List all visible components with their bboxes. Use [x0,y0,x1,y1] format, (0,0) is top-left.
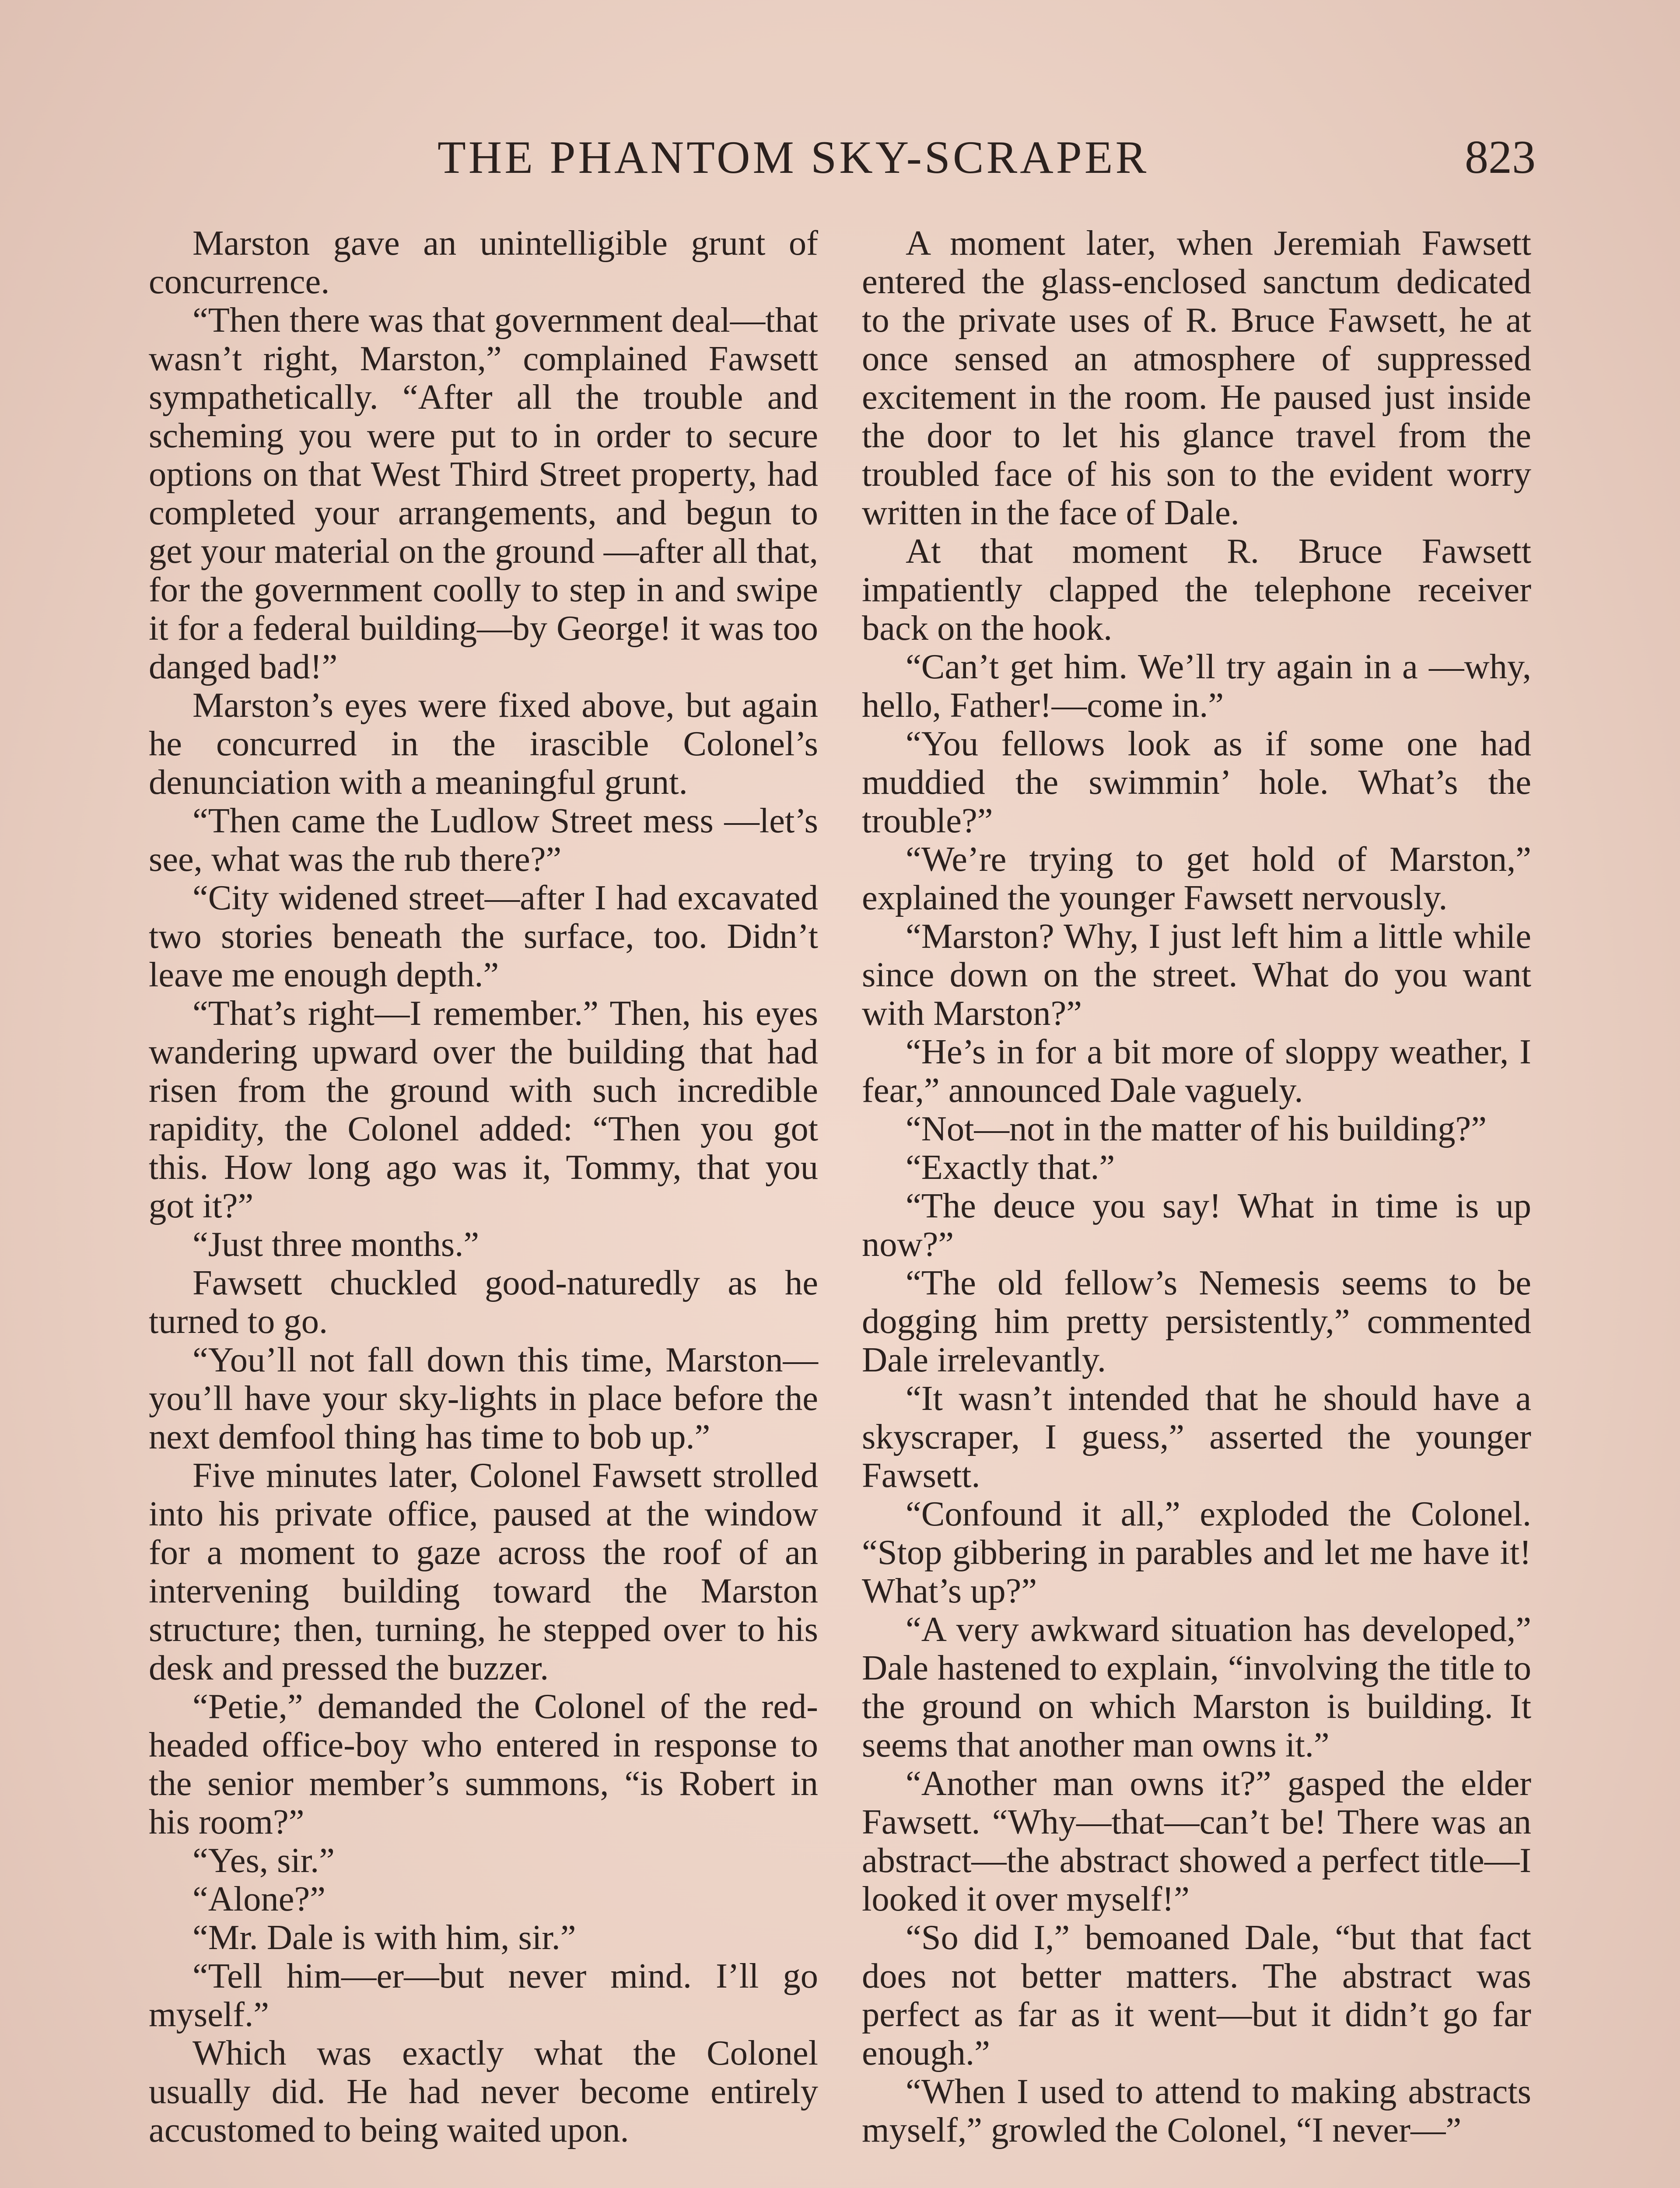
paragraph: “Then there was that government deal—that wasn’t right, Marston,” complained Fawsett sympathetically. “After all the trouble and scheming you were put to in order to secure options on that West Third Street property, had completed your arrangements, and begun to get your material on the ground —after all that, for the government coolly to step in and swipe it for a federal building—by George! it was too danged bad!” [149,301,818,686]
paragraph: “Then came the Ludlow Street mess —let’s see, what was the rub there?” [149,801,818,879]
paragraph: “You fellows look as if some one had muddied the swimmin’ hole. What’s the trouble?” [862,724,1531,840]
left-column [149,224,818,2149]
paragraph: “We’re trying to get hold of Marston,” explained the younger Fawsett nervously. [862,840,1531,917]
paragraph: “City widened street—after I had excavated two stories beneath the surface, too. Didn’t leave me enough depth.” [149,878,818,994]
paragraph: “Mr. Dale is with him, sir.” [192,1918,576,1957]
paragraph: At that moment R. Bruce Fawsett impatiently clapped the telephone receiver back on the hook. [862,532,1531,648]
page-number: 823 [1465,131,1536,183]
paragraph: “Exactly that.” [906,1148,1115,1187]
paragraph: “You’ll not fall down this time, Marston—you’ll have your sky-lights in place before the next demfool thing has time to bob up.” [149,1340,818,1456]
paragraph: “The old fellow’s Nemesis seems to be dogging him pretty persistently,” commented Dale irrelevantly. [862,1263,1531,1379]
paragraph: Marston’s eyes were fixed above, but again he concurred in the irascible Colonel’s denunciation with a meaningful grunt. [149,686,818,802]
paragraph: Marston gave an unintelligible grunt of concurrence. [149,224,818,301]
paragraph: “He’s in for a bit more of sloppy weather, I fear,” announced Dale vaguely. [862,1032,1531,1110]
paragraph: “So did I,” bemoaned Dale, “but that fact does not better matters. The abstract was perfect as far as it went—but it didn’t go far enough.” [862,1918,1531,2072]
paragraph: “Can’t get him. We’ll try again in a —why, hello, Father!—come in.” [862,647,1531,725]
paragraph: “That’s right—I remember.” Then, his eyes wandering upward over the building that had risen from the ground with such incredible rapidity, the Colonel added: “Then you got this. How long ago was it, Tommy, that you got it?” [149,994,818,1225]
right-column [862,224,1531,2149]
paragraph: “Alone?” [192,1879,326,1918]
paragraph: Which was exactly what the Colonel usually did. He had never become entirely accustomed to being waited upon. [149,2034,818,2149]
paragraph: “Another man owns it?” gasped the elder Fawsett. “Why—that—can’t be! There was an abstract—the abstract showed a perfect title—I looked it over myself!” [862,1764,1531,1918]
paragraph: Five minutes later, Colonel Fawsett strolled into his private office, paused at the window for a moment to gaze across the roof of an intervening building toward the Marston structure; then, turning, he stepped over to his desk and pressed the buzzer. [149,1456,818,1687]
paragraph: “Not—not in the matter of his building?” [906,1109,1487,1148]
paragraph: “When I used to attend to making abstracts myself,” growled the Colonel, “I never—” [862,2072,1531,2149]
paragraph: Fawsett chuckled good-naturedly as he turned to go. [149,1263,818,1341]
paragraph: “A very awkward situation has developed,” Dale hastened to explain, “involving the title to the ground on which Marston is building. It seems that another man owns it.” [862,1610,1531,1764]
paragraph: “Just three months.” [192,1225,480,1264]
paragraph: “Confound it all,” exploded the Colonel. “Stop gibbering in parables and let me have it! What’s up?” [862,1494,1531,1610]
running-head [149,127,1536,188]
paragraph: “Marston? Why, I just left him a little while since down on the street. What do you want with Marston?” [862,917,1531,1033]
paragraph: “Yes, sir.” [192,1841,335,1880]
paragraph: “Tell him—er—but never mind. I’ll go myself.” [149,1957,818,2034]
paragraph: “Petie,” demanded the Colonel of the red-headed office-boy who entered in response to the senior member’s summons, “is Robert in his room?” [149,1687,818,1841]
running-title: THE PHANTOM SKY-SCRAPER [438,132,1149,183]
paragraph: A moment later, when Jeremiah Fawsett entered the glass-enclosed sanctum dedicated to the private uses of R. Bruce Fawsett, he at once sensed an atmosphere of suppressed excitement in the room. He paused just inside the door to let his glance travel from the troubled face of his son to the evident worry written in the face of Dale. [862,224,1531,532]
paragraph: “It wasn’t intended that he should have a skyscraper, I guess,” asserted the younger Fawsett. [862,1379,1531,1495]
paragraph: “The deuce you say! What in time is up now?” [862,1186,1531,1264]
